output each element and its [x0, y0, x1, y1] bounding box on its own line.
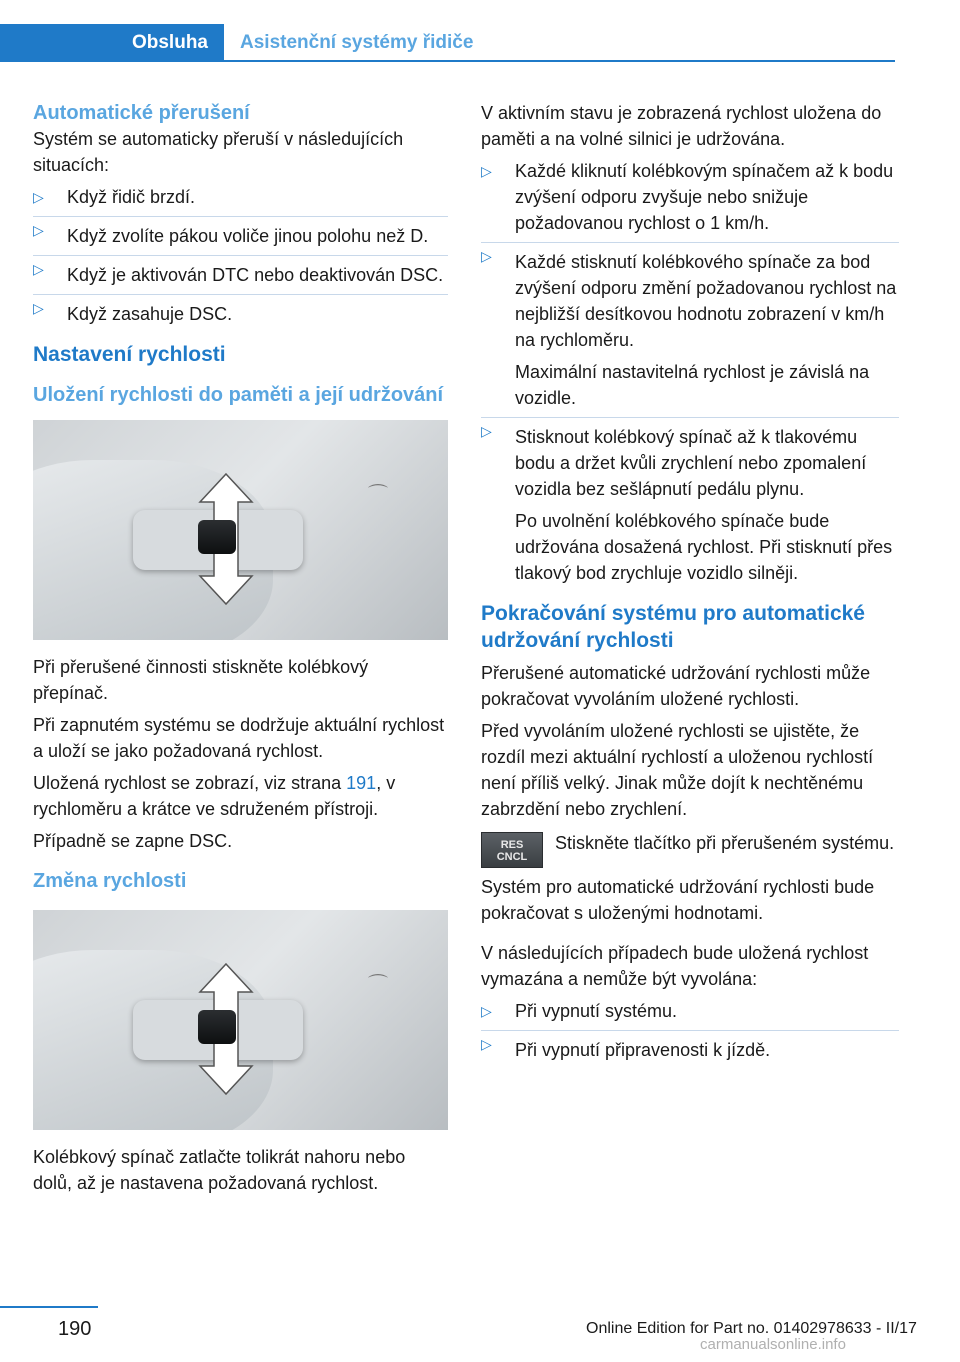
list-item: [481, 158, 899, 236]
header-divider: [0, 60, 895, 62]
res-instruction-text: Stiskněte tlačítko při přerušeném systému.: [555, 833, 895, 853]
paragraph: Před vyvoláním uložené rychlosti se ujistěte, že rozdíl mezi aktuální rychlostí a uloženou rychlostí není příliš velký. Jinak může dojít k nechtěnému zabrzdění nebo zrychlení.: [481, 721, 874, 819]
paragraph: Systém se automaticky přeruší v následujících situacích:: [33, 129, 404, 175]
list-item: [481, 1030, 899, 1063]
bullet-list-auto: [33, 184, 448, 327]
list-item-text: Když je aktivován DTC nebo deaktivován DSC.: [67, 265, 444, 285]
heading-auto-interrupt: Automatické přerušení: [33, 102, 250, 124]
triangle-bullet-icon: ▷: [33, 189, 44, 205]
list-item-note: Maximální nastavitelná rychlost je závislá na vozidle.: [515, 362, 870, 408]
heading-store-speed: Uložení rychlosti do paměti a její udržování: [33, 384, 444, 406]
heading-speed-setting: Nastavení rychlosti: [33, 343, 226, 366]
page-number: 190: [58, 1318, 92, 1340]
page-header: [0, 0, 960, 62]
list-item: [481, 242, 899, 411]
list-item: [481, 998, 899, 1024]
paragraph: Systém pro automatické udržování rychlosti bude pokračovat s uloženými hodnotami.: [481, 877, 875, 923]
triangle-bullet-icon: ▷: [481, 423, 492, 439]
list-item: [33, 184, 448, 210]
footer-divider: [0, 1306, 98, 1308]
list-item-text: Při vypnutí připravenosti k jízdě.: [515, 1040, 771, 1060]
rocker-switch: [198, 1010, 236, 1044]
triangle-bullet-icon: ▷: [481, 1003, 492, 1019]
triangle-bullet-icon: ▷: [33, 261, 44, 277]
list-item-text: Stisknout kolébkový spínač až k tlakovému bodu a držet kvůli zrychlení nebo zpomalení vozidla bez sešlápnutí pedálu plynu.: [515, 427, 867, 499]
list-item-text: Každé stisknutí kolébkového spínače za bod zvýšení odporu změní požadovanou rychlost na nejbližší desítkovou hodnotu zobrazení v km/h na rychloměru.: [515, 252, 897, 350]
bullet-list-speed: [481, 158, 899, 586]
tab-asistencni-systemy[interactable]: Asistenční systémy řidiče: [240, 32, 474, 53]
res-label: RES: [500, 839, 524, 851]
triangle-bullet-icon: ▷: [33, 222, 44, 238]
triangle-bullet-icon: ▷: [481, 248, 492, 264]
paragraph-with-link: [33, 770, 448, 822]
text: , v rychloměru a krátce ve sdruženém přístroji.: [33, 773, 396, 819]
heading-change-speed: Změna rychlosti: [33, 870, 187, 892]
horn-icon: ⌒: [368, 974, 388, 996]
cncl-label: CNCL: [496, 851, 528, 863]
res-cncl-button-icon: [481, 832, 543, 868]
list-item-text: Když zvolíte pákou voliče jinou polohu než D.: [67, 226, 429, 246]
right-column: [481, 100, 899, 1069]
heading-resume: Pokračování systému pro automatické udržování rychlosti: [481, 602, 865, 652]
steering-wheel-rocker-image-2: [33, 910, 448, 1130]
watermark: carmanualsonline.info: [700, 1336, 846, 1353]
steering-wheel-rocker-image: [33, 420, 448, 640]
rocker-switch: [198, 520, 236, 554]
paragraph: Kolébkový spínač zatlačte tolikrát nahoru nebo dolů, až je nastavena požadovaná rychlost.: [33, 1147, 406, 1193]
list-item-text: Když řidič brzdí.: [67, 187, 196, 207]
list-item: [33, 216, 448, 249]
res-cncl-instruction: [481, 830, 899, 868]
text: Uložená rychlost se zobrazí, viz strana: [33, 773, 347, 793]
list-item-text: Při vypnutí systému.: [515, 1001, 678, 1021]
list-item-text: Každé kliknutí kolébkovým spínačem až k bodu zvýšení odporu zvyšuje nebo snižuje požadovanou rychlost o 1 km/h.: [515, 161, 894, 233]
triangle-bullet-icon: ▷: [481, 163, 492, 179]
edition-text: Online Edition for Part no. 01402978633 - II/17: [586, 1320, 917, 1337]
list-item-note: Po uvolnění kolébkového spínače bude udržována dosažená rychlost. Při stisknutí přes tlakový bod zrychluje vozidlo silněji.: [515, 511, 893, 583]
tab-obsluha[interactable]: Obsluha: [0, 24, 224, 62]
triangle-bullet-icon: ▷: [481, 1036, 492, 1052]
paragraph: V aktivním stavu je zobrazená rychlost uložena do paměti a na volné silnici je udržována.: [481, 103, 882, 149]
list-item: [33, 294, 448, 327]
list-item: [481, 417, 899, 586]
left-column: [33, 100, 448, 1202]
list-item-text: Když zasahuje DSC.: [67, 304, 233, 324]
paragraph: Případně se zapne DSC.: [33, 831, 233, 851]
paragraph: Při přerušené činnosti stiskněte kolébkový přepínač.: [33, 657, 369, 703]
page-link-191[interactable]: 191: [346, 773, 377, 793]
bullet-list-end: [481, 998, 899, 1063]
list-item: [33, 255, 448, 288]
paragraph: V následujících případech bude uložená rychlost vymazána a nemůže být vyvolána:: [481, 943, 869, 989]
horn-icon: ⌒: [368, 484, 388, 506]
paragraph: Přerušené automatické udržování rychlosti může pokračovat vyvoláním uložené rychlosti.: [481, 663, 871, 709]
triangle-bullet-icon: ▷: [33, 300, 44, 316]
paragraph: Při zapnutém systému se dodržuje aktuální rychlost a uloží se jako požadovaná rychlost.: [33, 715, 445, 761]
